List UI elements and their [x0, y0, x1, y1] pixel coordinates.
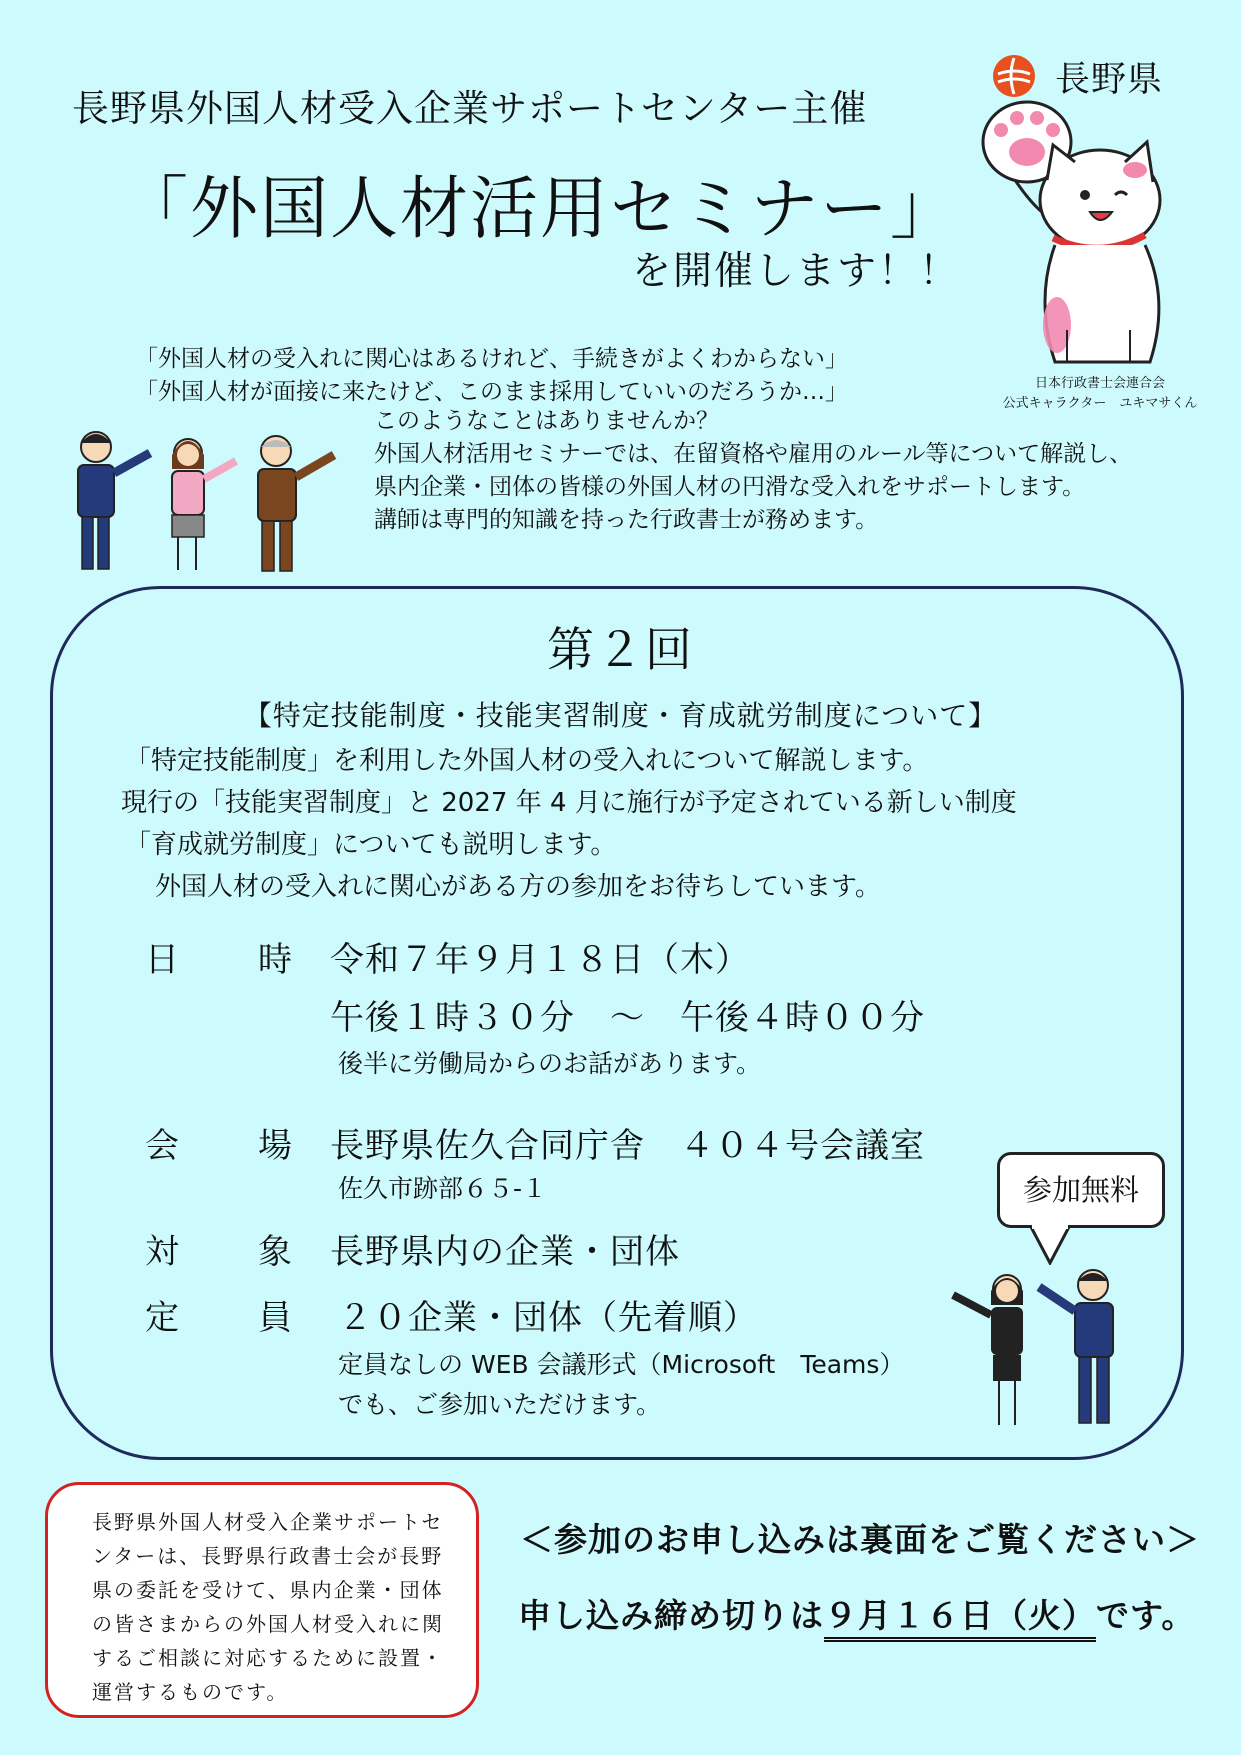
description-line-1: 「特定技能制度」を利用した外国人材の受入れについて解説します。 — [125, 746, 929, 776]
seminar-description — [121, 740, 1017, 908]
seminar-title: 「外国人材活用セミナー」 — [120, 170, 961, 249]
mascot-caption-org: 日本行政書士会連合会 — [1034, 376, 1165, 391]
organizer-line: 長野県外国人材受入企業サポートセンター主催 — [72, 87, 868, 130]
venue-name: 長野県佐久合同庁舎 ４０４号会議室 — [330, 1126, 925, 1166]
seminar-date: 令和７年９月１８日（木） — [330, 940, 750, 980]
description-line-3: 「育成就労制度」についても説明します。 — [125, 830, 617, 860]
seminar-subtitle: を開催します！！ — [632, 249, 961, 294]
prefecture-logo-icon — [992, 54, 1036, 98]
pointing-people-icon — [58, 425, 358, 580]
application-notice: ＜参加のお申し込みは裏面をご覧ください＞ — [520, 1520, 1200, 1559]
capacity-label-2: 員 — [258, 1298, 292, 1338]
prefecture-name: 長野県 — [1055, 60, 1164, 100]
deadline-suffix: です。 — [1096, 1596, 1196, 1635]
deadline-date: ９月１６日（火） — [824, 1596, 1096, 1642]
capacity-note-2: でも、ご参加いただけます。 — [338, 1390, 662, 1419]
mascot-cat-icon — [975, 100, 1175, 370]
intro-line-1: このようなことはありませんか？ — [374, 408, 719, 434]
venue-label-1: 会 — [145, 1126, 179, 1166]
datetime-label-2: 時 — [258, 940, 292, 980]
target-label-2: 象 — [258, 1232, 292, 1272]
pointing-staff-icon — [945, 1265, 1145, 1435]
capacity-note-1: 定員なしの WEB 会議形式（Microsoft Teams） — [338, 1350, 905, 1379]
deadline-prefix: 申し込み締め切りは — [518, 1596, 824, 1635]
quote-2: 「外国人材が面接に来たけど、このまま採用していいのだろうか…」 — [135, 379, 848, 405]
mascot-caption-name: 公式キャラクター ユキマサくん — [1002, 396, 1198, 411]
target-label-1: 対 — [145, 1232, 179, 1272]
speech-bubble-tail-icon — [1028, 1225, 1078, 1265]
intro-line-2: 外国人材活用セミナーでは、在留資格や雇用のルール等について解説し、県内企業・団体の皆様の外国人材の円滑な受入れをサポートします。 — [374, 441, 1133, 500]
venue-label-2: 場 — [258, 1126, 292, 1166]
capacity-value: ２０企業・団体（先着順） — [338, 1298, 758, 1338]
description-line-4: 外国人材の受入れに関心がある方の参加をお待ちしています。 — [155, 872, 881, 902]
quote-1: 「外国人材の受入れに関心はあるけれど、手続きがよくわからない」 — [135, 346, 848, 372]
intro-line-3: 講師は専門的知識を持った行政書士が務めます。 — [374, 507, 879, 533]
seminar-time: 午後１時３０分 ～ 午後４時００分 — [330, 998, 925, 1038]
application-deadline — [518, 1590, 1195, 1637]
datetime-note: 後半に労働局からのお話があります。 — [338, 1049, 762, 1078]
round-title: 第２回 — [547, 623, 694, 678]
description-line-2: 現行の「技能実習制度」と 2027 年 4 月に施行が予定されている新しい制度 — [121, 788, 1017, 818]
free-admission-badge: 参加無料 — [997, 1152, 1165, 1228]
seminar-topic: 【特定技能制度・技能実習制度・育成就労制度について】 — [243, 699, 998, 732]
venue-address: 佐久市跡部６５-１ — [338, 1174, 548, 1203]
support-center-info: 長野県外国人材受入企業サポートセンターは、長野県行政書士会が長野県の委託を受けて、県内企業・団体の皆さまからの外国人材受入れに関するご相談に対応するために設置・運営するものです。 — [45, 1482, 479, 1718]
target-audience: 長野県内の企業・団体 — [330, 1232, 680, 1272]
capacity-label-1: 定 — [145, 1298, 179, 1338]
intro-paragraph — [374, 405, 1134, 537]
datetime-label-1: 日 — [145, 940, 179, 980]
